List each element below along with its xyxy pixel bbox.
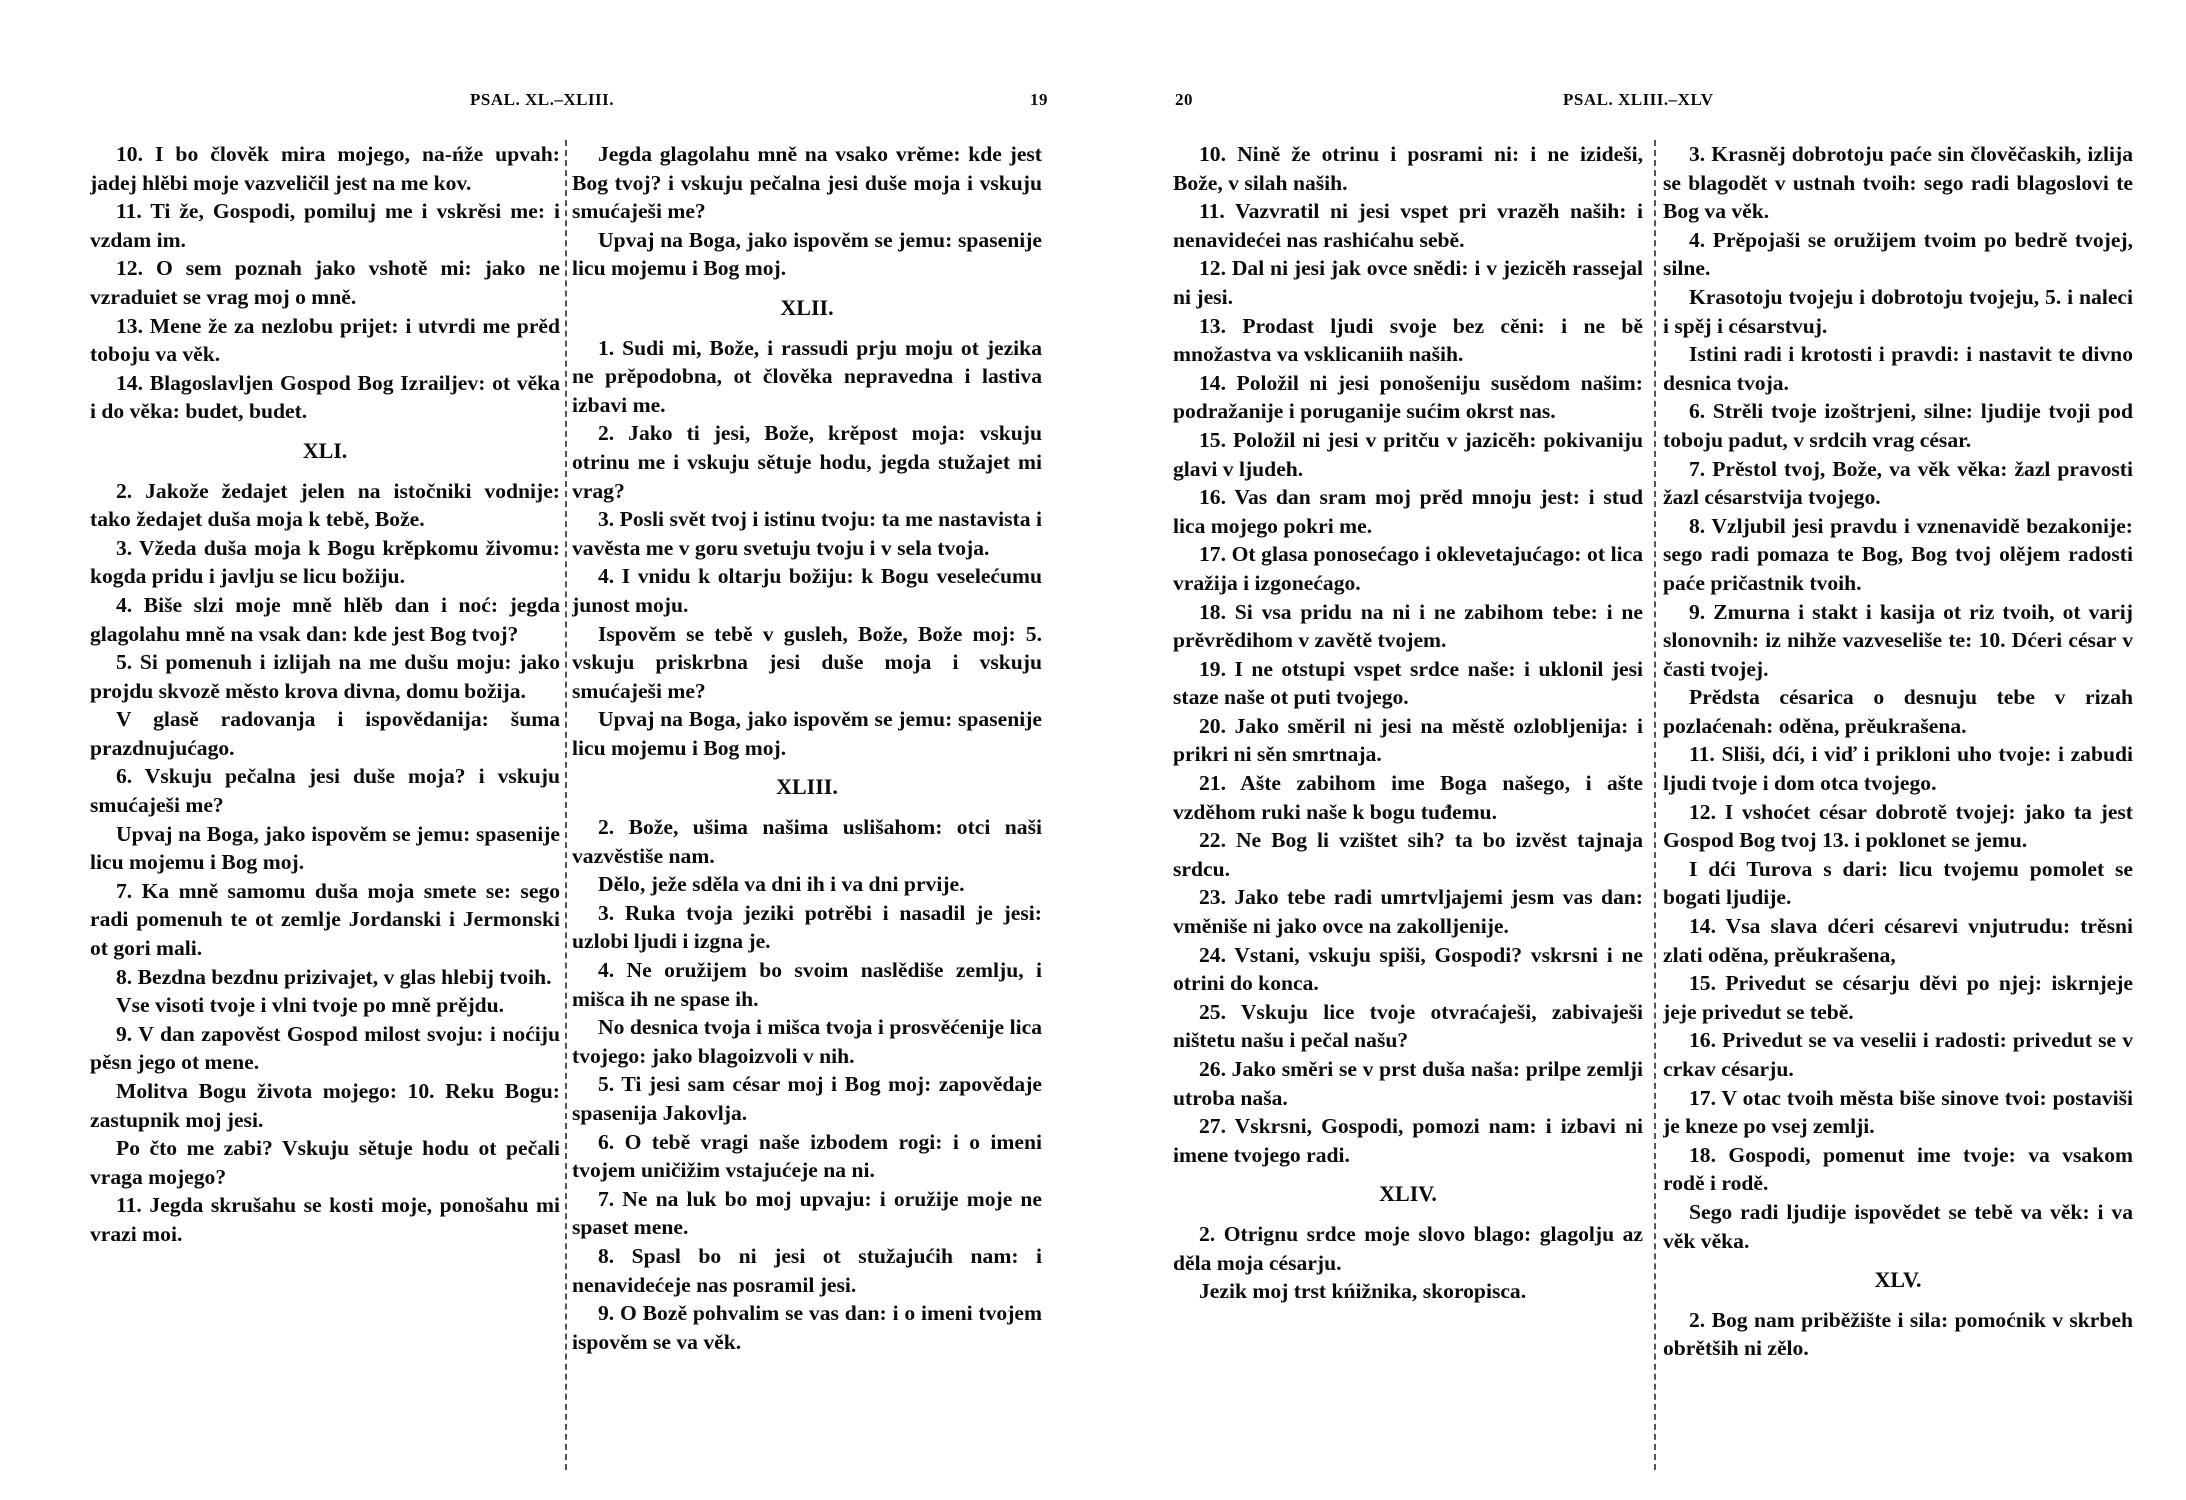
verse-paragraph: 7. Prěstol tvoj, Bože, va věk věka: žazl pravosti žazl césarstvija tvojego. — [1663, 456, 2133, 510]
verse-paragraph: 2. Bože, ušima našima uslišahom: otci naši vazvěstiše nam. — [572, 815, 1042, 868]
page-number: 19 — [1030, 90, 1048, 109]
verse-paragraph: 13. Mene že za nezlobu prijet: i utvrdi me prěd toboju va věk. — [90, 313, 560, 367]
verse-paragraph: 5. Si pomenuh i izlijah na me dušu moju: jako projdu skvozě město krova divna, domu božija. — [90, 650, 560, 703]
verse-paragraph: 17. V otac tvoih města biše sinove tvoi: postaviši je kneze po vsej zemlji. — [1663, 1085, 2133, 1139]
verse-paragraph: 5. Ti jesi sam césar moj i Bog moj: zapovědaje spasenija Jakovlja. — [572, 1072, 1042, 1125]
verse-paragraph: 4. Biše slzi moje mně hlěb dan i noć: jegda glagolahu mně na vsak dan: kde jest Bog tvoj? — [90, 592, 560, 646]
psalm-heading: XLIII. — [776, 774, 838, 800]
verse-paragraph: 11. Jegda skrušahu se kosti moje, ponošahu mi vrazi moi. — [90, 1193, 560, 1246]
verse-paragraph: I dći Turova s dari: licu tvojemu pomolet se bogati ljudije. — [1663, 856, 2133, 910]
verse-paragraph: 8. Vzljubil jesi pravdu i vznenavidě bezakonije: sego radi pomaza te Bog, Bog tvoj olějem radosti paće pričastnik tvoih. — [1663, 513, 2133, 595]
verse-paragraph: 18. Si vsa pridu na ni i ne zabihom tebe: i ne prěvrědihom v zavětě tvojem. — [1173, 599, 1643, 653]
verse-paragraph: 11. Sliši, dći, i viď i prikloni uho tvoje: i zabudi ljudi tvoje i dom otca tvojego. — [1663, 742, 2133, 796]
verse-paragraph: 8. Spasl bo ni jesi ot stužajućih nam: i nenavidećeje nas posramil jesi. — [572, 1243, 1042, 1297]
verse-paragraph: 21. Ašte zabihom ime Boga našego, i ašte vzděhom ruki naše k bogu tuđemu. — [1173, 771, 1643, 824]
running-header: PSAL. XL.–XLIII. — [470, 90, 615, 109]
verse-paragraph: 2. Jako ti jesi, Bože, krěpost moja: vskuju otrinu me i vskuju sětuje hodu, jegda stužajet mi vrag? — [572, 421, 1042, 503]
verse-paragraph: 7. Ka mně samomu duša moja smete se: sego radi pomenuh te ot zemlje Jordanski i Jermonski ot gori mali. — [90, 878, 560, 961]
text-column-left — [1173, 140, 1643, 1480]
verse-paragraph: 11. Ti že, Gospodi, pomiluj me i vskrěsi me: i vzdam im. — [90, 199, 560, 252]
verse-paragraph: 14. Blagoslavljen Gospod Bog Izrailjev: ot věka i do věka: budet, budet. — [90, 370, 560, 424]
verse-paragraph: No desnica tvoja i mišca tvoja i prosvěćenije lica tvojego: jako blagoizvoli v nih. — [572, 1015, 1042, 1068]
psalm-heading: XLV. — [1874, 1267, 1922, 1293]
verse-paragraph: Prědsta césarica o desnuju tebe v rizah pozlaćenah: oděna, prěukrašena. — [1663, 685, 2133, 738]
verse-paragraph: 20. Jako směril ni jesi na městě ozlobljenija: i prikri ni sěn smrtnaja. — [1173, 713, 1643, 767]
column-divider — [565, 140, 567, 1470]
verse-paragraph: Sego radi ljudije ispovědet se tebě va věk: i va věk věka. — [1663, 1199, 2133, 1253]
verse-paragraph: 4. I vnidu k oltarju božiju: k Bogu veselećumu junost moju. — [572, 564, 1042, 617]
verse-paragraph: 12. I vshoćet césar dobrotě tvojej: jako ta jest Gospod Bog tvoj 13. i poklonet se jemu. — [1663, 799, 2133, 853]
verse-paragraph: 24. Vstani, vskuju spiši, Gospodi? vskrsni i ne otrini do konca. — [1173, 942, 1643, 996]
verse-paragraph: 7. Ne na luk bo moj upvaju: i oružije moje ne spaset mene. — [572, 1186, 1042, 1240]
verse-paragraph: 3. Posli svět tvoj i istinu tvoju: ta me nastavista i vavěsta me v goru svetuju tvoju i v sela tvoja. — [572, 507, 1042, 560]
verse-paragraph: 6. Vskuju pečalna jesi duše moja? i vskuju smućaješi me? — [90, 764, 560, 818]
verse-paragraph: 15. Položil ni jesi v pritču v jazicěh: pokivaniju glavi v ljudeh. — [1173, 427, 1643, 481]
verse-paragraph: 2. Bog nam priběžište i sila: pomoćnik v skrbeh obrětših ni zělo. — [1663, 1307, 2133, 1361]
verse-paragraph: Jegda glagolahu mně na vsako vrěme: kde jest Bog tvoj? i vskuju pečalna jesi duše moja i vskuju smućaješi me? — [572, 142, 1042, 224]
verse-paragraph: 13. Prodast ljudi svoje bez cěni: i ne bě množastva va vsklicaniih naših. — [1173, 313, 1643, 367]
verse-paragraph: 4. Prěpojaši se oružijem tvoim po bedrě tvojej, silne. — [1663, 227, 2133, 281]
verse-paragraph: 26. Jako směri se v prst duša naša: prilpe zemlji utroba naša. — [1173, 1057, 1643, 1110]
verse-paragraph: 1. Sudi mi, Bože, i rassudi prju moju ot jezika ne prěpodobna, ot člověka nepravedna i lastiva izbavi me. — [572, 335, 1042, 417]
page-number: 20 — [1175, 90, 1193, 109]
verse-paragraph: Dělo, ježe sděla va dni ih i va dni prvije. — [598, 872, 965, 897]
psalm-heading: XLII. — [780, 294, 834, 320]
verse-paragraph: 4. Ne oružijem bo svoim naslědiše zemlju, i mišca ih ne spase ih. — [572, 958, 1042, 1011]
verse-paragraph: Jezik moj trst kńižnika, skoropisca. — [1199, 1279, 1527, 1304]
verse-paragraph: 27. Vskrsni, Gospodi, pomozi nam: i izbavi ni imene tvojego radi. — [1173, 1114, 1643, 1167]
psalm-heading: XLIV. — [1379, 1181, 1437, 1207]
verse-paragraph: 15. Privedut se césarju děvi po njej: iskrnjeje jeje privedut se tebě. — [1663, 971, 2133, 1024]
verse-paragraph: 9. V dan zapověst Gospod milost svoju: i noćiju pěsn jego ot mene. — [90, 1021, 560, 1075]
verse-paragraph: 12. O sem poznah jako vshotě mi: jako ne vzraduiet se vrag moj o mně. — [90, 256, 560, 309]
verse-paragraph: 22. Ne Bog li vzištet sih? ta bo izvěst tajnaja srdcu. — [1173, 828, 1643, 881]
text-column-right — [1663, 140, 2133, 1480]
verse-paragraph: 25. Vskuju lice tvoje otvraćaješi, zabivaješi ništetu našu i pečal našu? — [1173, 999, 1643, 1053]
verse-paragraph: Ispověm se tebě v gusleh, Bože, Bože moj: 5. vskuju priskrbna jesi duše moja i vskuju smućaješi me? — [572, 621, 1042, 703]
verse-paragraph: 12. Dal ni jesi jak ovce snědi: i v jezicěh rassejal ni jesi. — [1173, 256, 1643, 309]
verse-paragraph: 8. Bezdna bezdnu prizivajet, v glas hlebij tvoih. — [116, 964, 552, 989]
psalm-heading: XLI. — [302, 437, 348, 463]
column-divider — [1654, 140, 1656, 1470]
verse-paragraph: V glasě radovanja i ispovědanija: šuma prazdnujućago. — [90, 707, 560, 760]
verse-paragraph: 16. Vas dan sram moj prěd mnoju jest: i stud lica mojego pokri me. — [1173, 485, 1643, 538]
verse-paragraph: Upvaj na Boga, jako ispověm se jemu: spasenije licu mojemu i Bog moj. — [90, 821, 560, 875]
verse-paragraph: 23. Jako tebe radi umrtvljajemi jesm vas dan: vměniše ni jako ovce na zakolljenije. — [1173, 885, 1643, 939]
verse-paragraph: Vse visoti tvoje i vlni tvoje po mně prějdu. — [116, 993, 505, 1018]
verse-paragraph: 3. Vžeda duša moja k Bogu krěpkomu živomu: kogda pridu i javlju se licu božiju. — [90, 535, 560, 589]
text-column-right — [572, 140, 1042, 1480]
verse-paragraph: 18. Gospodi, pomenut ime tvoje: va vsakom rodě i rodě. — [1663, 1142, 2133, 1196]
verse-paragraph: 14. Vsa slava dćeri césarevi vnjutrudu: trěsni zlati oděna, prěukrašena, — [1663, 914, 2133, 967]
verse-paragraph: 2. Otrignu srdce moje slovo blago: glagolju az děla moja césarju. — [1173, 1221, 1643, 1275]
verse-paragraph: 14. Položil ni jesi ponošeniju susědom našim: podražanije i poruganije sućim okrst nas. — [1173, 370, 1643, 424]
verse-paragraph: 6. Strěli tvoje izoštrjeni, silne: ljudije tvoji pod toboju padut, v srdcih vrag césar. — [1663, 399, 2133, 452]
verse-paragraph: Upvaj na Boga, jako ispověm se jemu: spasenije licu mojemu i Bog moj. — [572, 227, 1042, 281]
verse-paragraph: 16. Privedut se va veselii i radosti: privedut se v crkav césarju. — [1663, 1028, 2133, 1081]
verse-paragraph: Krasotoju tvojeju i dobrotoju tvojeju, 5. i naleci i spěj i césarstvuj. — [1663, 284, 2133, 338]
running-header: PSAL. XLIII.–XLV — [1563, 90, 1714, 109]
verse-paragraph: Po čto me zabi? Vskuju sětuje hodu ot pečali vraga mojego? — [90, 1136, 560, 1189]
verse-paragraph: 17. Ot glasa ponosećago i oklevetajućago: ot lica vražija i izgonećago. — [1173, 542, 1643, 595]
verse-paragraph: 10. I bo člověk mira mojego, na-ńže upvah: jadej hlěbi moje vazveličil jest na me kov. — [90, 142, 560, 195]
verse-paragraph: 9. Zmurna i stakt i kasija ot riz tvoih, ot varij slonovnih: iz nihže vazveseliše te: 10. Dćeri césar v časti tvojej. — [1663, 599, 2133, 681]
verse-paragraph: 3. Krasněj dobrotoju paće sin člověčaskih, izlija se blagodět v ustnah tvoih: sego radi blagoslovi te Bog va věk. — [1663, 142, 2133, 224]
verse-paragraph: 2. Jakože žedajet jelen na istočniki vodnije: tako žedajet duša moja k tebě, Bože. — [90, 478, 560, 532]
text-column-left — [90, 140, 560, 1480]
verse-paragraph: 6. O tebě vragi naše izbodem rogi: i o imeni tvojem uničižim vstajućeje na ni. — [572, 1129, 1042, 1183]
verse-paragraph: 3. Ruka tvoja jeziki potrěbi i nasadil je jesi: uzlobi ljudi i izgna je. — [572, 900, 1042, 954]
verse-paragraph: Istini radi i krotosti i pravdi: i nastavit te divno desnica tvoja. — [1663, 342, 2133, 395]
verse-paragraph: 19. I ne otstupi vspet srdce naše: i uklonil jesi staze naše ot puti tvojego. — [1173, 656, 1643, 710]
right-page — [1093, 0, 2186, 1500]
verse-paragraph: Upvaj na Boga, jako ispověm se jemu: spasenije licu mojemu i Bog moj. — [572, 707, 1042, 760]
verse-paragraph: 10. Nině že otrinu i posrami ni: i ne izideši, Bože, v silah naših. — [1173, 142, 1643, 195]
verse-paragraph: 9. O Bozě pohvalim se vas dan: i o imeni tvojem ispověm se va věk. — [572, 1301, 1042, 1354]
verse-paragraph: 11. Vazvratil ni jesi vspet pri vrazěh naših: i nenavidećei nas rashićahu sebě. — [1173, 199, 1643, 252]
verse-paragraph: Molitva Bogu života mojego: 10. Reku Bogu: zastupnik moj jesi. — [90, 1079, 560, 1132]
